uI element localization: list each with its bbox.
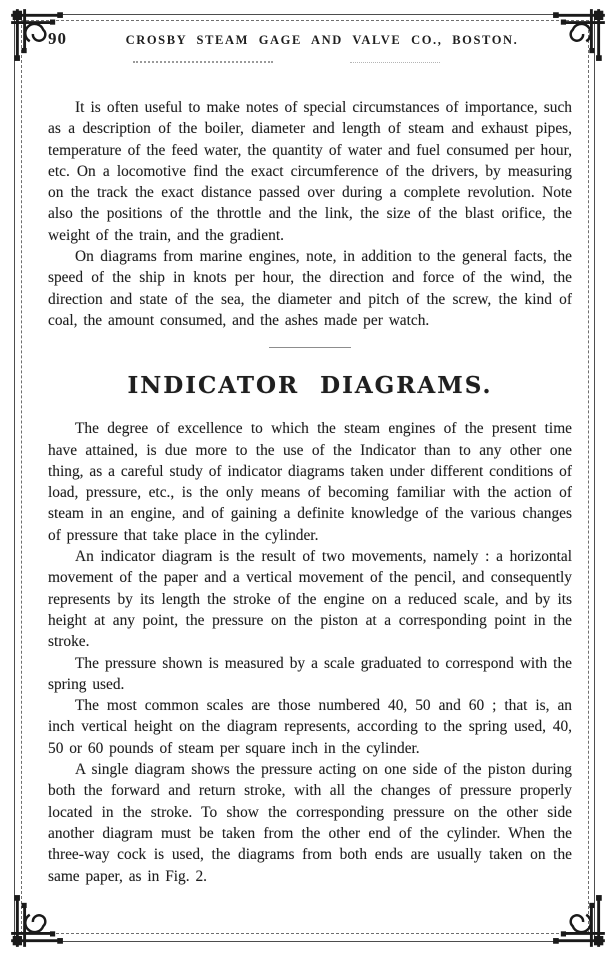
page-body: [48, 97, 572, 887]
paragraph-degree-of-excellence: The degree of excellence to which the steam engines of the present time have attained, is due more to the use of the Indicator than to any other one thing, as a careful study of indicator diagrams taken under different conditions of load, pressure, etc., is the only means of becoming familiar with the action of steam in an engine, and of gaining a definite knowledge of the various changes of pressure that take place in the cylinder.: [48, 420, 572, 544]
paragraph-common-scales: The most common scales are those numbered 40, 50 and 60 ; that is, an inch vertical height on the diagram represents, according to the spring used, 40, 50 or 60 pounds of steam per square inch in the cylinder.: [48, 697, 572, 757]
corner-ornament-bottom-left: [7, 893, 65, 951]
corner-ornament-top-right: [551, 5, 609, 63]
running-head-underline-speck: [350, 62, 440, 63]
paragraph-single-diagram: A single diagram shows the pressure acting on one side of the piston during both the forward and return stroke, with all the changes of pressure properly located in the stroke. To show the corresponding pressure on the other side another diagram must be taken from the other end of the cylinder. When the three-way cock is used, the diagrams from both ends are usually taken on the same paper, as in Fig. 2.: [48, 761, 572, 885]
section-heading: INDICATOR DIAGRAMS.: [127, 372, 493, 400]
corner-ornament-bottom-right: [551, 893, 609, 951]
paragraph-two-movements: An indicator diagram is the result of two movements, namely : a horizontal movement of the paper and a vertical movement of the pencil, and consequently represents by its length the stroke of the engine on a reduced scale, and by its height at any point, the pressure on the piston at a corresponding point in the stroke.: [48, 548, 572, 651]
paragraph-pressure-scale: The pressure shown is measured by a scale graduated to correspond with the spring used.: [48, 654, 572, 693]
paragraph-marine-engines: On diagrams from marine engines, note, in addition to the general facts, the speed of the ship in knots per hour, the direction and force of the wind, the direction and state of the sea, the diameter and pitch of the screw, the kind of coal, the amount consumed, and the ashes made per watch.: [48, 248, 572, 329]
running-head-underline-fragment: [133, 61, 273, 63]
paragraph-notes-importance: It is often useful to make notes of special circumstances of importance, such as a description of the boiler, diameter and length of steam and exhaust pipes, temperature of the feed water, the quantity of water and fuel consumed per hour, etc. On a locomotive find the exact circumference of the drivers, by measuring on the track the exact distance passed over during a complete revolution. Note also the positions of the throttle and the link, the size of the blast orifice, the weight of the train, and the gradient.: [48, 99, 572, 244]
section-divider-rule: [269, 347, 351, 348]
page-number: 90: [48, 29, 67, 48]
running-head: CROSBY STEAM GAGE AND VALVE CO., BOSTON.: [125, 33, 519, 47]
